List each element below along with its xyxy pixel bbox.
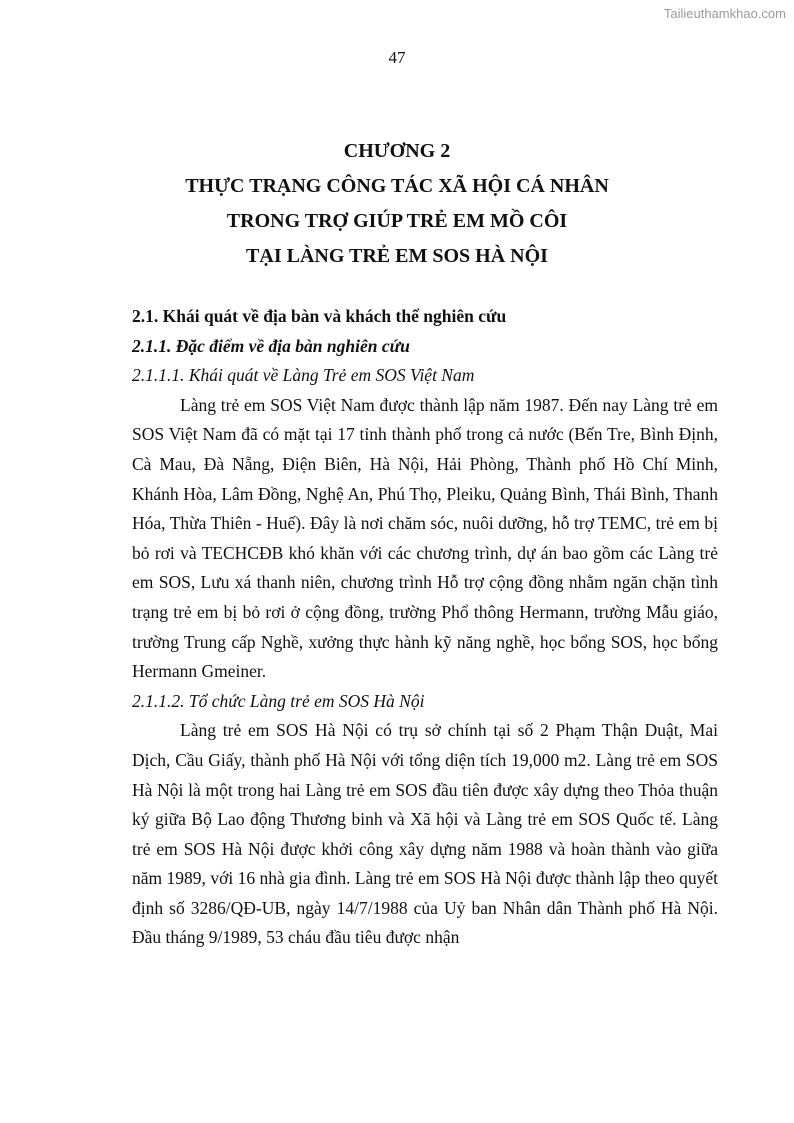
- chapter-title-line-1: THỰC TRẠNG CÔNG TÁC XÃ HỘI CÁ NHÂN: [185, 175, 609, 197]
- chapter-title-line-3: TẠI LÀNG TRẺ EM SOS HÀ NỘI: [246, 245, 548, 267]
- section-heading-2-1-1-1: 2.1.1.1. Khái quát về Làng Trẻ em SOS Việt Nam: [132, 365, 475, 386]
- document-body: [132, 302, 718, 953]
- chapter-title: [0, 134, 794, 274]
- paragraph-sos-vietnam: Làng trẻ em SOS Việt Nam được thành lập năm 1987. Đến nay Làng trẻ em SOS Việt Nam đã có mặt tại 17 tỉnh thành phố trong cả nước (Bến Tre, Bình Định, Cà Mau, Đà Nẵng, Điện Biên, Hà Nội, Hải Phòng, Thành phố Hồ Chí Minh, Khánh Hòa, Lâm Đồng, Nghệ An, Phú Thọ, Pleiku, Quảng Bình, Thái Bình, Thanh Hóa, Thừa Thiên - Huế). Đây là nơi chăm sóc, nuôi dưỡng, hỗ trợ TEMC, trẻ em bị bỏ rơi và TECHCĐB khó khăn với các chương trình, dự án bao gồm các Làng trẻ em SOS, Lưu xá thanh niên, chương trình Hỗ trợ cộng đồng nhằm ngăn chặn tình trạng trẻ em bị bỏ rơi ở cộng đồng, trường Phổ thông Hermann, trường Mẫu giáo, trường Trung cấp Nghề, xưởng thực hành kỹ năng nghề, học bổng SOS, học bổng Hermann Gmeiner.: [132, 394, 718, 682]
- section-heading-2-1: 2.1. Khái quát về địa bàn và khách thể nghiên cứu: [132, 306, 507, 326]
- section-heading-2-1-1-2: 2.1.1.2. Tổ chức Làng trẻ em SOS Hà Nội: [132, 690, 425, 711]
- watermark: Tailieuthamkhao.com: [663, 6, 786, 21]
- chapter-title-line-2: TRONG TRỢ GIÚP TRẺ EM MỒ CÔI: [226, 210, 568, 232]
- page-number: 47: [388, 48, 406, 67]
- section-heading-2-1-1: 2.1.1. Đặc điểm về địa bàn nghiên cứu: [132, 335, 410, 356]
- paragraph-sos-hanoi: Làng trẻ em SOS Hà Nội có trụ sở chính tại số 2 Phạm Thận Duật, Mai Dịch, Cầu Giấy, thành phố Hà Nội với tổng diện tích 19,000 m2. Làng trẻ em SOS Hà Nội là một trong hai Làng trẻ em SOS đầu tiên được xây dựng theo Thỏa thuận ký giữa Bộ Lao động Thương binh và Xã hội và Làng trẻ em SOS Quốc tế. Làng trẻ em SOS Hà Nội được khởi công xây dựng năm 1988 và hoàn thành vào giữa năm 1989, với 16 nhà gia đình. Làng trẻ em SOS Hà Nội được thành lập theo quyết định số 3286/QĐ-UB, ngày 14/7/1988 của Uỷ ban Nhân dân Thành phố Hà Nội. Đầu tháng 9/1989, 53 cháu đầu tiêu được nhận: [132, 720, 718, 948]
- chapter-heading: CHƯƠNG 2: [343, 140, 451, 162]
